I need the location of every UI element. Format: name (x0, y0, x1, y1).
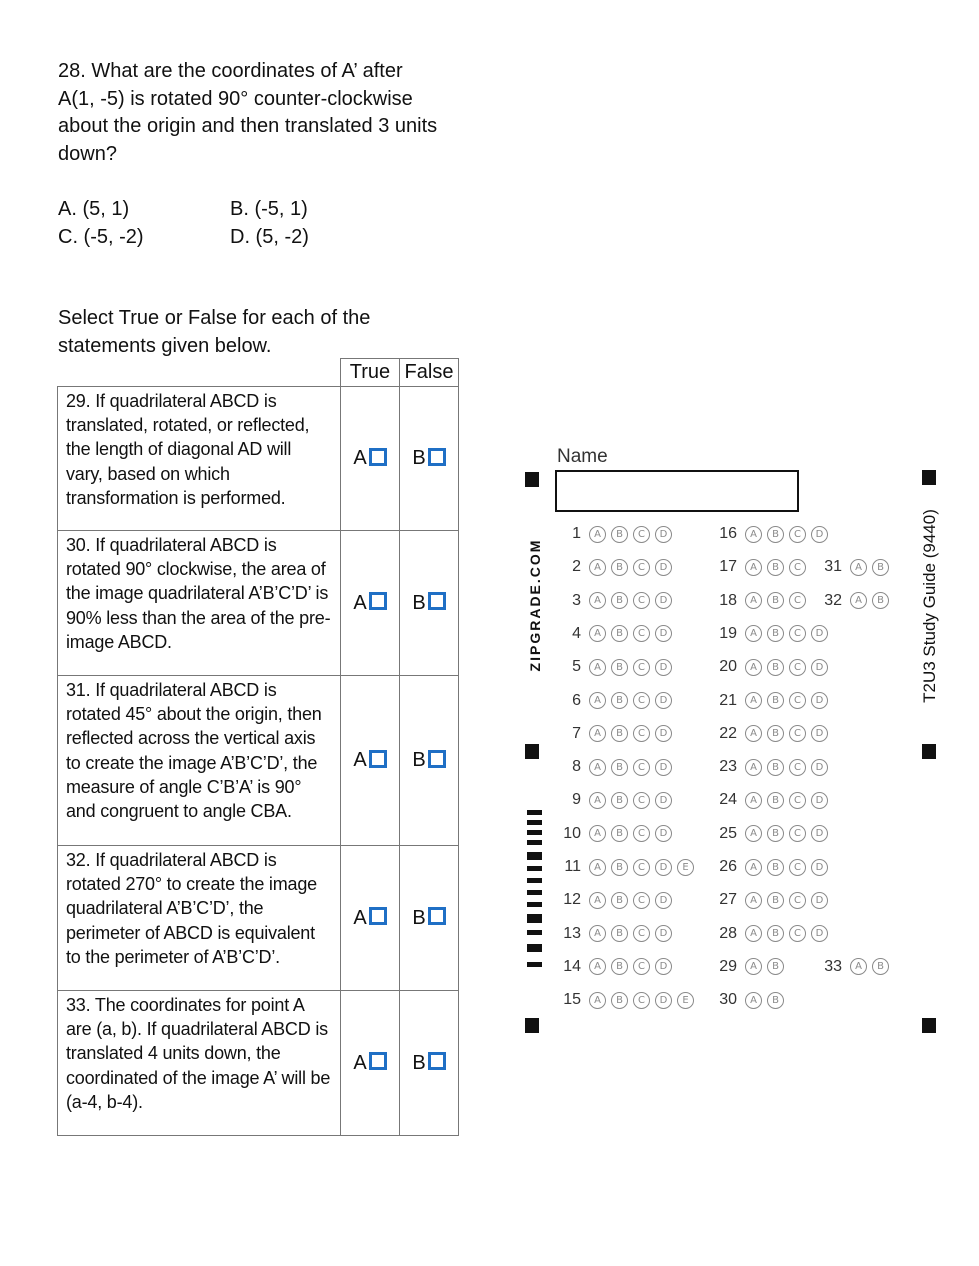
barcode-bar (527, 810, 542, 815)
answer-number: 20 (719, 658, 737, 676)
answer-bubble[interactable]: A (745, 892, 762, 909)
answer-bubble[interactable]: B (872, 592, 889, 609)
answer-bubble[interactable]: D (655, 725, 672, 742)
answer-bubble[interactable]: D (811, 825, 828, 842)
answer-bubble[interactable]: A (589, 526, 606, 543)
answer-bubble[interactable]: A (589, 992, 606, 1009)
checkbox-icon[interactable] (428, 750, 446, 768)
header-true: True (341, 359, 400, 387)
answer-item-11 (557, 857, 694, 877)
answer-bubble[interactable]: A (589, 825, 606, 842)
answer-item-29 (713, 957, 784, 977)
guide-title: T2U3 Study Guide (9440) (920, 509, 939, 703)
barcode-bar (527, 914, 542, 923)
answer-bubble[interactable]: D (811, 925, 828, 942)
option-false-30[interactable] (400, 531, 459, 676)
answer-number: 9 (572, 791, 581, 809)
answer-item-30 (713, 990, 784, 1010)
answer-item-1 (557, 524, 672, 544)
answer-number: 31 (824, 558, 842, 576)
option-true-32[interactable] (341, 846, 400, 991)
instructions-line-1: Select True or False for each of the (58, 307, 371, 329)
answer-bubble[interactable]: B (767, 992, 784, 1009)
answer-item-22 (713, 724, 828, 744)
answer-number: 17 (719, 558, 737, 576)
answer-item-5 (557, 657, 672, 677)
answer-bubble[interactable]: C (789, 625, 806, 642)
answer-bubble[interactable]: B (611, 526, 628, 543)
answer-number: 11 (564, 858, 581, 875)
answer-bubble[interactable]: D (811, 526, 828, 543)
choice-b: B. (-5, 1) (230, 198, 308, 220)
answer-bubble[interactable]: C (789, 592, 806, 609)
answer-bubble[interactable]: C (789, 792, 806, 809)
answer-bubble[interactable]: B (767, 625, 784, 642)
answer-bubble[interactable]: C (633, 759, 650, 776)
answer-bubble[interactable]: A (589, 892, 606, 909)
answer-bubble[interactable]: D (811, 792, 828, 809)
option-label: B (412, 749, 426, 771)
name-label: Name (557, 446, 608, 467)
option-label: A (353, 749, 367, 771)
answer-bubble[interactable]: A (589, 859, 606, 876)
answer-bubble[interactable]: C (789, 925, 806, 942)
answer-item-21 (713, 691, 828, 711)
barcode-bar (527, 840, 542, 845)
answer-bubble[interactable]: D (655, 925, 672, 942)
option-true-30[interactable] (341, 531, 400, 676)
answer-bubble[interactable]: C (633, 692, 650, 709)
answer-bubble[interactable]: D (655, 859, 672, 876)
answer-item-19 (713, 624, 828, 644)
answer-bubble[interactable]: B (611, 825, 628, 842)
answer-bubble[interactable]: B (611, 659, 628, 676)
answer-item-10 (557, 824, 672, 844)
answer-bubble[interactable]: C (789, 526, 806, 543)
answer-bubble[interactable]: A (850, 559, 867, 576)
answer-bubble[interactable]: D (655, 526, 672, 543)
answer-bubble[interactable]: B (611, 892, 628, 909)
alignment-marker (922, 1018, 936, 1033)
answer-item-32 (818, 591, 889, 611)
answer-bubble[interactable]: C (633, 958, 650, 975)
answer-bubble[interactable]: A (745, 526, 762, 543)
statement-30: 30. If quadrilateral ABCD is rotated 90° clockwise, the area of the image quadrilateral A’B’C’D’ is 90% less than the area of the pre-image ABCD. (58, 531, 341, 676)
answer-item-7 (557, 724, 672, 744)
statement-31: 31. If quadrilateral ABCD is rotated 45° about the origin, then reflected across the vertical axis to create the image A’B’C’D’, the measure of angle C’B’A’ is 90° and congruent to angle CBA. (58, 676, 341, 846)
answer-bubble[interactable]: D (655, 592, 672, 609)
answer-bubble[interactable]: C (633, 792, 650, 809)
answer-number: 15 (563, 991, 581, 1009)
option-true-33[interactable] (341, 991, 400, 1136)
answer-bubble[interactable]: B (767, 659, 784, 676)
statement-32: 32. If quadrilateral ABCD is rotated 270° to create the image quadrilateral A’B’C’D’, the perimeter of ABCD is equivalent to the perimeter of A’B’C’D’. (58, 846, 341, 991)
answer-item-24 (713, 790, 828, 810)
checkbox-icon[interactable] (369, 750, 387, 768)
answer-bubble[interactable]: A (589, 559, 606, 576)
answer-bubble[interactable]: B (767, 526, 784, 543)
answer-number: 21 (719, 691, 737, 709)
answer-bubble[interactable]: A (745, 792, 762, 809)
answer-bubble[interactable]: C (789, 892, 806, 909)
answer-bubble[interactable]: A (745, 992, 762, 1009)
answer-number: 7 (572, 724, 581, 742)
answer-number: 8 (572, 758, 581, 776)
answer-bubble[interactable]: A (589, 692, 606, 709)
option-true-31[interactable] (341, 676, 400, 846)
answer-item-23 (713, 757, 828, 777)
alignment-marker (525, 472, 539, 487)
answer-item-27 (713, 890, 828, 910)
answer-bubble[interactable]: C (789, 859, 806, 876)
table-row (58, 387, 459, 531)
table-row (58, 846, 459, 991)
answer-item-33 (818, 957, 889, 977)
answer-bubble[interactable]: A (745, 659, 762, 676)
answer-bubble[interactable]: A (745, 825, 762, 842)
checkbox-icon[interactable] (428, 592, 446, 610)
answer-number: 19 (719, 624, 737, 642)
answer-number: 33 (824, 957, 842, 975)
answer-item-17 (713, 557, 806, 577)
answer-bubble[interactable]: A (589, 659, 606, 676)
table-row (58, 531, 459, 676)
answer-bubble[interactable]: B (767, 759, 784, 776)
table-row (58, 991, 459, 1136)
checkbox-icon[interactable] (428, 1052, 446, 1070)
answer-bubble[interactable]: A (745, 692, 762, 709)
answer-bubble[interactable]: D (655, 792, 672, 809)
question-28 (58, 58, 478, 168)
answer-bubble[interactable]: A (589, 925, 606, 942)
answer-bubble[interactable]: A (589, 792, 606, 809)
answer-bubble[interactable]: E (677, 859, 694, 876)
answer-bubble[interactable]: B (611, 625, 628, 642)
answer-number: 12 (563, 891, 581, 909)
answer-bubble[interactable]: A (745, 592, 762, 609)
answer-bubble[interactable]: D (655, 958, 672, 975)
answer-item-18 (713, 591, 806, 611)
answer-bubble[interactable]: B (767, 925, 784, 942)
alignment-marker (525, 1018, 539, 1033)
answer-bubble[interactable]: C (633, 592, 650, 609)
answer-bubble[interactable]: C (633, 625, 650, 642)
name-field[interactable] (555, 470, 799, 512)
option-label: B (412, 906, 426, 929)
barcode-bar (527, 820, 542, 825)
option-label: A (353, 906, 367, 929)
barcode-bar (527, 962, 542, 967)
barcode-bar (527, 852, 542, 860)
answer-bubble[interactable]: A (589, 725, 606, 742)
checkbox-icon[interactable] (428, 907, 446, 925)
answer-bubble[interactable]: A (850, 958, 867, 975)
answer-bubble[interactable]: B (611, 859, 628, 876)
option-label: B (412, 447, 426, 469)
answer-number: 23 (719, 758, 737, 776)
answer-number: 1 (572, 525, 581, 542)
statement-29: 29. If quadrilateral ABCD is translated, rotated, or reflected, the length of diagonal AD will vary, based on which transformation is performed. (58, 387, 341, 531)
brand-label: ZIPGRADE.COM (527, 538, 543, 672)
barcode-bar (527, 902, 542, 907)
answer-number: 13 (563, 924, 581, 942)
question-28-choices (58, 195, 309, 251)
answer-number: 4 (572, 624, 581, 642)
answer-bubble[interactable]: B (611, 792, 628, 809)
answer-bubble[interactable]: C (633, 725, 650, 742)
barcode-bar (527, 890, 542, 895)
barcode-bar (527, 878, 542, 883)
answer-item-12 (557, 890, 672, 910)
answer-item-9 (557, 790, 672, 810)
question-28-line-4: down? (58, 142, 117, 165)
answer-bubble[interactable]: A (745, 859, 762, 876)
answer-bubble[interactable]: D (811, 892, 828, 909)
answer-number: 2 (572, 558, 581, 576)
answer-bubble[interactable]: A (745, 559, 762, 576)
answer-bubble[interactable]: C (789, 759, 806, 776)
answer-bubble[interactable]: D (655, 559, 672, 576)
true-false-table (57, 358, 459, 1136)
answer-bubble[interactable]: B (767, 792, 784, 809)
option-label: B (412, 591, 426, 614)
option-false-29[interactable] (400, 387, 459, 531)
answer-number: 30 (719, 991, 737, 1009)
answer-item-8 (557, 757, 672, 777)
answer-bubble[interactable]: B (767, 825, 784, 842)
question-28-line-2: A(1, -5) is rotated 90° counter-clockwise (58, 87, 413, 110)
answer-bubble[interactable]: C (789, 559, 806, 576)
answer-bubble[interactable]: A (745, 925, 762, 942)
option-false-32[interactable] (400, 846, 459, 991)
answer-bubble[interactable]: A (589, 625, 606, 642)
answer-bubble[interactable]: B (872, 958, 889, 975)
answer-bubble[interactable]: D (655, 892, 672, 909)
answer-bubble[interactable]: C (633, 992, 650, 1009)
answer-number: 29 (719, 957, 737, 975)
answer-bubble[interactable]: A (850, 592, 867, 609)
barcode-bar (527, 866, 542, 871)
answer-bubble[interactable]: C (633, 559, 650, 576)
answer-bubble[interactable]: C (633, 659, 650, 676)
answer-bubble[interactable]: D (655, 825, 672, 842)
answer-bubble[interactable]: B (767, 725, 784, 742)
answer-bubble[interactable]: A (745, 958, 762, 975)
instructions-line-2: statements given below. (58, 335, 272, 357)
checkbox-icon[interactable] (369, 592, 387, 610)
answer-bubble[interactable]: A (589, 592, 606, 609)
answer-number: 32 (824, 591, 842, 609)
option-false-33[interactable] (400, 991, 459, 1136)
alignment-marker (922, 744, 936, 759)
answer-bubble[interactable]: C (633, 892, 650, 909)
answer-bubble[interactable]: C (789, 725, 806, 742)
answer-bubble[interactable]: B (872, 559, 889, 576)
answer-number: 6 (572, 691, 581, 709)
alignment-marker (525, 744, 539, 759)
answer-number: 5 (572, 658, 581, 676)
answer-bubble[interactable]: D (811, 692, 828, 709)
true-false-instructions (58, 304, 418, 360)
answer-bubble[interactable]: B (767, 559, 784, 576)
answer-bubble[interactable]: B (611, 759, 628, 776)
answer-bubble[interactable]: D (811, 859, 828, 876)
answer-bubble[interactable]: B (767, 859, 784, 876)
answer-bubble[interactable]: D (655, 692, 672, 709)
checkbox-icon[interactable] (369, 907, 387, 925)
option-label: A (353, 1051, 367, 1074)
answer-item-2 (557, 557, 672, 577)
answer-bubble[interactable]: B (611, 925, 628, 942)
answer-number: 18 (719, 591, 737, 609)
option-false-31[interactable] (400, 676, 459, 846)
barcode-bar (527, 930, 542, 935)
answer-number: 27 (719, 891, 737, 909)
answer-bubble[interactable]: B (611, 559, 628, 576)
option-label: A (353, 447, 367, 469)
answer-item-26 (713, 857, 828, 877)
answer-bubble[interactable]: D (811, 625, 828, 642)
answer-bubble[interactable]: B (767, 592, 784, 609)
answer-item-25 (713, 824, 828, 844)
answer-item-31 (818, 557, 889, 577)
answer-bubble[interactable]: A (589, 759, 606, 776)
option-label: A (353, 591, 367, 614)
answer-number: 24 (719, 791, 737, 809)
answer-item-16 (713, 524, 828, 544)
answer-bubble[interactable]: D (655, 625, 672, 642)
answer-item-4 (557, 624, 672, 644)
answer-number: 16 (719, 525, 737, 542)
answer-item-6 (557, 691, 672, 711)
answer-item-28 (713, 924, 828, 944)
checkbox-icon[interactable] (369, 1052, 387, 1070)
question-28-line-3: about the origin and then translated 3 units (58, 115, 438, 137)
barcode-bar (527, 830, 542, 835)
answer-bubble[interactable]: D (655, 992, 672, 1009)
answer-item-15 (557, 990, 694, 1010)
question-28-line-1: 28. What are the coordinates of A’ after (58, 60, 403, 82)
answer-bubble[interactable]: C (633, 526, 650, 543)
answer-bubble[interactable]: B (767, 892, 784, 909)
answer-bubble[interactable]: A (745, 759, 762, 776)
answer-number: 14 (563, 957, 581, 975)
answer-bubble[interactable]: D (811, 659, 828, 676)
answer-bubble[interactable]: B (611, 692, 628, 709)
header-blank (58, 359, 341, 387)
answer-bubble[interactable]: B (767, 692, 784, 709)
table-header-row (58, 359, 459, 387)
answer-bubble[interactable]: D (655, 659, 672, 676)
answer-bubble[interactable]: C (789, 659, 806, 676)
option-true-29[interactable] (341, 387, 400, 531)
answer-bubble[interactable]: A (589, 958, 606, 975)
answer-bubble[interactable]: B (611, 592, 628, 609)
answer-number: 10 (563, 824, 581, 842)
answer-number: 25 (719, 824, 737, 842)
answer-bubble[interactable]: C (633, 925, 650, 942)
answer-item-3 (557, 591, 672, 611)
answer-bubble[interactable]: C (633, 859, 650, 876)
choice-d: D. (5, -2) (230, 226, 309, 248)
answer-bubble[interactable]: E (677, 992, 694, 1009)
answer-bubble[interactable]: A (745, 625, 762, 642)
choice-a: A. (5, 1) (58, 198, 130, 220)
option-label: B (412, 1051, 426, 1074)
answer-bubble[interactable]: A (745, 725, 762, 742)
answer-bubble[interactable]: B (611, 958, 628, 975)
answer-bubble[interactable]: C (789, 692, 806, 709)
statement-33: 33. The coordinates for point A are (a, b). If quadrilateral ABCD is translated 4 units down, the coordinated of the image A’ will be (a-4, b-4). (58, 991, 341, 1136)
checkbox-icon[interactable] (428, 448, 446, 466)
answer-item-13 (557, 924, 672, 944)
answer-bubble[interactable]: B (611, 725, 628, 742)
choice-c: C. (-5, -2) (58, 226, 144, 248)
alignment-marker (922, 470, 936, 485)
answer-number: 26 (719, 858, 737, 875)
answer-bubble[interactable]: D (811, 725, 828, 742)
answer-number: 28 (719, 924, 737, 942)
answer-number: 3 (572, 591, 581, 609)
table-row (58, 676, 459, 846)
answer-bubble[interactable]: C (633, 825, 650, 842)
answer-bubble[interactable]: D (811, 759, 828, 776)
header-false: False (400, 359, 459, 387)
answer-bubble[interactable]: B (611, 992, 628, 1009)
barcode-bar (527, 944, 542, 952)
answer-item-20 (713, 657, 828, 677)
checkbox-icon[interactable] (369, 448, 387, 466)
answer-item-14 (557, 957, 672, 977)
answer-bubble[interactable]: D (655, 759, 672, 776)
answer-bubble[interactable]: B (767, 958, 784, 975)
answer-bubble[interactable]: C (789, 825, 806, 842)
answer-number: 22 (719, 724, 737, 742)
